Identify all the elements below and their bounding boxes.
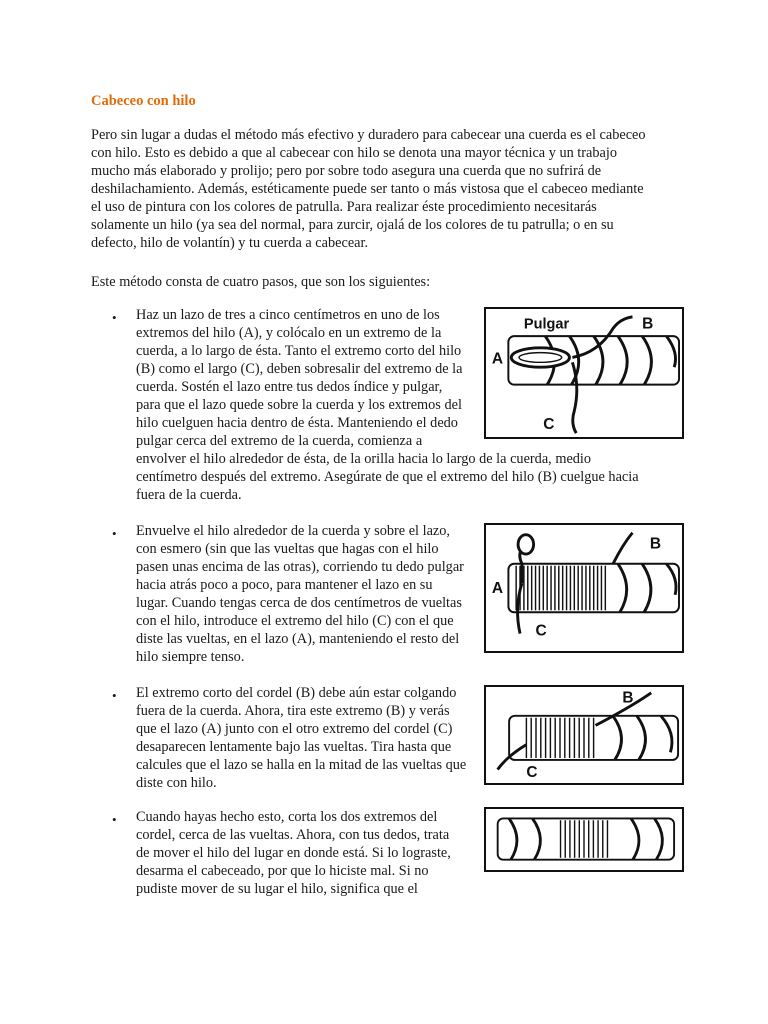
step-line: diste las vueltas, en el lazo (A), manteniendo el resto del [136,631,460,647]
bullet-marker: • [112,688,117,703]
step-line: hacia atrás poco a poco, para mantener el lazo en su [136,577,433,593]
rope-illustration-step-1 [484,307,684,439]
step-line: fuera de la cuerda. Ahora, tira este extremo (B) y verás [136,703,450,719]
label-b: B [642,315,654,333]
label-c: C [543,416,555,434]
intro-line: solamente un hilo (ya sea del normal, para zurcir, ojalá de los colores de tu patrulla; o en su [91,217,614,233]
intro-line: mucho más elaborado y prolijo; pero por sobre todo asegura una cuerda que no sufrirá de [91,163,602,179]
step-1-text-wide [136,450,696,504]
step-line: lugar. Cuando tengas cerca de dos centímetros de vueltas [136,595,462,611]
intro-line: con hilo. Esto es debido a que al cabecear con hilo se denota una mayor técnica y un trabajo [91,145,618,161]
intro-line: Pero sin lugar a dudas el método más efectivo y duradero para cabecear una cuerda es el cabeceo [91,127,646,143]
step-line: con el hilo, introduce el extremo del hilo (C) con el que [136,613,454,629]
step-line: envolver el hilo alrededor de ésta, de la orilla hacia lo largo de la cuerda, medio [136,451,592,467]
step-line: hilo siempre tenso. [136,649,245,665]
step-line: centímetro después del extremo. Asegúrate de que el extremo del hilo (B) cuelgue hacia [136,469,639,485]
rope-illustration-step-4 [484,807,684,872]
label-c: C [526,764,538,782]
label-b: B [649,535,662,553]
bullet-marker: • [112,310,117,325]
step-2-text [136,522,481,666]
step-line: cuerda. Sostén el lazo entre tus dedos índice y pulgar, [136,379,443,395]
step-line: que el lazo (A) junto con el otro extremo del cordel (C) [136,721,453,737]
step-line: extremos del hilo (A), y colócalo en un extremo de la [136,325,442,341]
intro-paragraph [91,126,681,252]
intro-line: deshilachamiento. Además, estéticamente puede ser tanto o más vistosa que el cabeceo mediante [91,181,644,197]
label-c: C [535,622,547,640]
step-1-text [136,306,481,450]
step-line: pulgar cerca del extremo de la cuerda, comienza a [136,433,423,449]
step-line: Haz un lazo de tres a cinco centímetros en uno de los [136,307,440,323]
step-line: calcules que el lazo se halla en la mitad de las vueltas que [136,757,467,773]
step-line: desarma el cabeceado, por que lo hiciste mal. Si no [136,863,429,879]
step-line: cuerda, a lo largo de ésta. Tanto el extremo corto del hilo [136,343,462,359]
step-line: de mover el hilo del lugar en donde está. Si lo lograste, [136,845,451,861]
rope-illustration-step-2 [484,523,684,653]
step-line: para que el lazo quede sobre la cuerda y los extremos del [136,397,462,413]
label-pulgar: Pulgar [523,316,570,333]
label-a: A [491,579,504,597]
step-3-text [136,684,486,792]
step-line: (B) como el largo (C), deben sobresalir del extremo de la [136,361,463,377]
step-line: cordel, cerca de las vueltas. Ahora, con tus dedos, trata [136,827,450,843]
step-line: pasen unas encima de las otras), corriendo tu dedo pulgar [136,559,464,575]
step-line: hilo cuelguen hacia dentro de ésta. Manteniendo el dedo [136,415,458,431]
bullet-marker: • [112,812,117,827]
step-line: Envuelve el hilo alrededor de la cuerda y sobre el lazo, [136,523,450,539]
step-line: desaparecen lentamente bajo las vueltas. Tira hasta que [136,739,452,755]
step-line: fuera de la cuerda. [136,487,242,503]
intro-line: el uso de pintura con los colores de patrulla. Para realizar éste procedimiento necesitarás [91,199,597,215]
step-line: con esmero (sin que las vueltas que hagas con el hilo [136,541,439,557]
steps-intro: Este método consta de cuatro pasos, que son los siguientes: [91,274,431,290]
label-b: B [622,689,634,707]
step-line: pudiste mover de su lugar el hilo, significa que el [136,881,418,897]
bullet-marker: • [112,526,117,541]
label-a: A [491,350,504,368]
step-line: El extremo corto del cordel (B) debe aún estar colgando [136,685,457,701]
step-4-text [136,808,481,898]
section-title: Cabeceo con hilo [91,93,196,109]
step-line: Cuando hayas hecho esto, corta los dos extremos del [136,809,438,825]
step-line: diste con hilo. [136,775,217,791]
rope-illustration-step-3 [484,685,684,785]
intro-line: defecto, hilo de volantín) y tu cuerda a cabecear. [91,235,369,251]
